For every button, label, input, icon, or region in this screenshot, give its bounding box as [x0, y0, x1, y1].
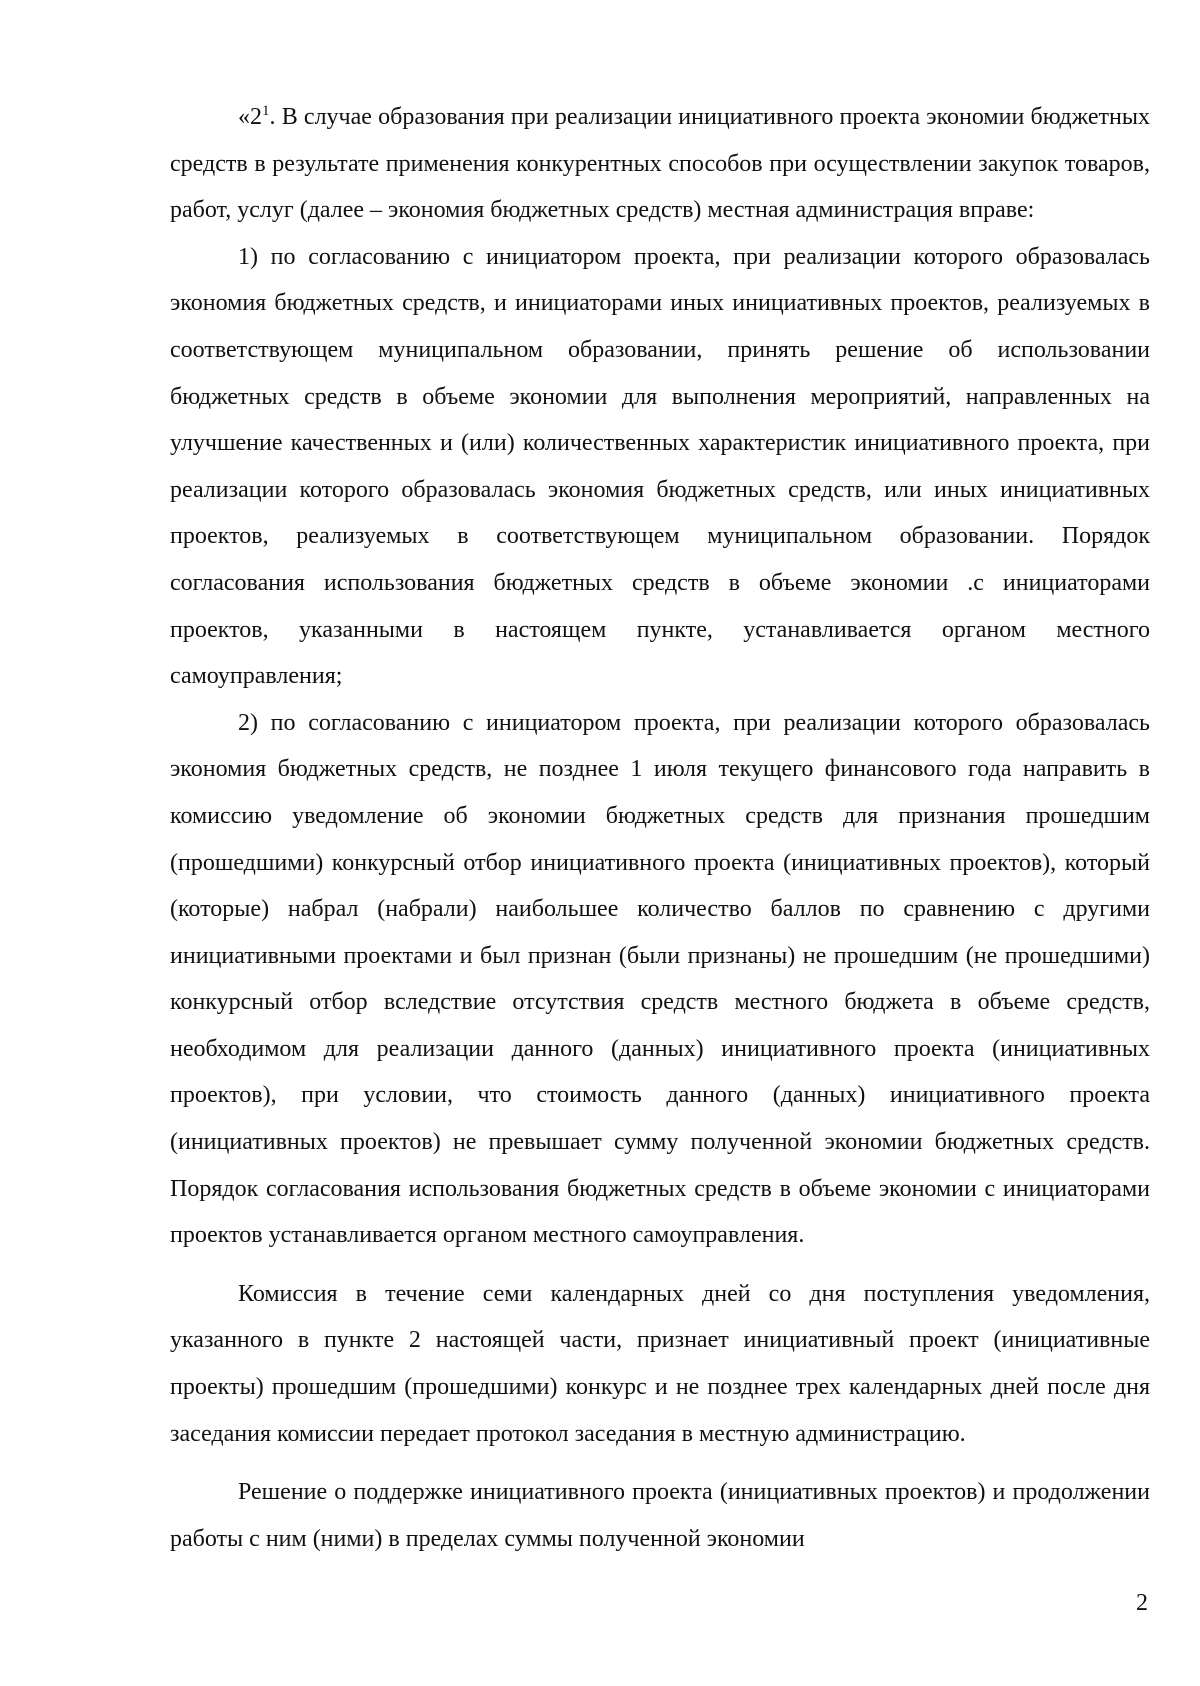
document-body: [170, 94, 1150, 1562]
paragraph-item-2: 2) по согласованию с инициатором проекта, при реализации которого образовалась экономия бюджетных средств, не позднее 1 июля текущего финансового года направить в комиссию уведомление об экономии бюджетных средств для признания прошедшим (прошедшими) конкурсный отбор инициативного проекта (инициативных проектов), который (которые) набрал (набрали) наибольшее количество баллов по сравнению с другими инициативными проектами и был признан (были признаны) не прошедшим (не прошедшими) конкурсный отбор вследствие отсутствия средств местного бюджета в объеме средств, необходимом для реализации данного (данных) инициативного проекта (инициативных проектов), при условии, что стоимость данного (данных) инициативного проекта (инициативных проектов) не превышает сумму полученной экономии бюджетных средств. Порядок согласования использования бюджетных средств в объеме экономии с инициаторами проектов устанавливается органом местного самоуправления.: [170, 709, 1150, 1249]
paragraph-2-1-intro: [170, 94, 1150, 234]
paragraph-item-1: 1) по согласованию с инициатором проекта, при реализации которого образовалась экономия бюджетных средств, и инициаторами иных инициативных проектов, реализуемых в соответствующем муниципальном образовании, принять решение об использовании бюджетных средств в объеме экономии для выполнения мероприятий, направленных на улучшение качественных и (или) количественных характеристик инициативного проекта, при реализации которого образовалась экономия бюджетных средств, или иных инициативных проектов, реализуемых в соответствующем муниципальном образовании. Порядок согласования использования бюджетных средств в объеме экономии .с инициаторами проектов, указанными в настоящем пункте, устанавливается органом местного самоуправления;: [170, 243, 1150, 690]
paragraph-2-1-text: . В случае образования при реализации инициативного проекта экономии бюджетных средств в результате применения конкурентных способов при осуществлении закупок товаров, работ, услуг (далее – экономия бюджетных средств) местная администрация вправе:: [170, 104, 1150, 224]
paragraph-number-superscript: 1: [262, 103, 270, 119]
paragraph-commission: Комиссия в течение семи календарных дней со дня поступления уведомления, указанного в пункте 2 настоящей части, признает инициативный проект (инициативные проекты) прошедшим (прошедшими) конкурс и не позднее трех календарных дней после дня заседания комиссии передает протокол заседания в местную администрацию.: [170, 1280, 1150, 1447]
page-number: 2: [1136, 1590, 1148, 1616]
paragraph-decision: Решение о поддержке инициативного проекта (инициативных проектов) и продолжении работы с ним (ними) в пределах суммы полученной экономии: [170, 1479, 1150, 1552]
paragraph-number-prefix: «2: [238, 104, 262, 130]
